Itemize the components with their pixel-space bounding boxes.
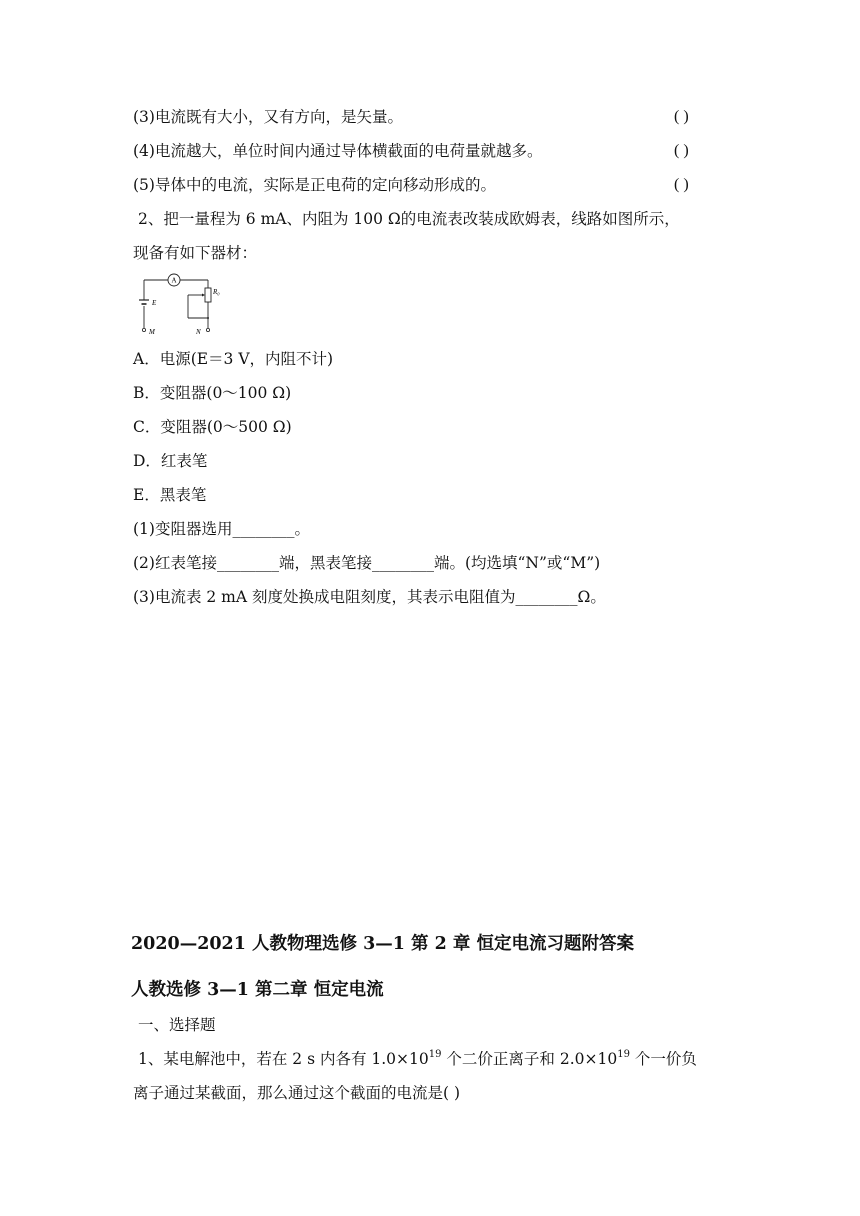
judge-item-5: (5)导体中的电流，实际是正电荷的定向移动形成的。 xyxy=(133,176,496,194)
answer-bracket: ( ) xyxy=(674,176,689,193)
option-b: B．变阻器(0～100 Ω) xyxy=(133,384,292,402)
option-a: A．电源(E＝3 V，内阻不计) xyxy=(133,350,334,368)
circuit-diagram xyxy=(132,268,222,338)
section-heading: 一、选择题 xyxy=(138,1016,216,1034)
ammeter-label: A xyxy=(171,276,177,285)
option-d: D．红表笔 xyxy=(133,452,208,470)
sub-question-2: (2)红表笔接________端，黑表笔接________端。(均选填“N”或“M”) xyxy=(133,554,601,572)
question-2-line-2: 现备有如下器材： xyxy=(133,244,258,262)
answer-bracket: ( ) xyxy=(674,142,689,159)
judge-item-4: (4)电流越大，单位时间内通过导体横截面的电荷量就越多。 xyxy=(133,142,543,160)
option-e: E．黑表笔 xyxy=(133,486,207,504)
sub-question-1: (1)变阻器选用________。 xyxy=(133,520,310,538)
sub-question-3: (3)电流表 2 mA 刻度处换成电阻刻度，其表示电阻值为________Ω。 xyxy=(133,588,606,606)
question-1-line-2: 离子通过某截面，那么通过这个截面的电流是( ) xyxy=(133,1084,461,1102)
question-2-line-1: 2、把一量程为 6 mA、内阻为 100 Ω的电流表改装成欧姆表，线路如图所示， xyxy=(138,210,680,228)
judge-item-3: (3)电流既有大小，又有方向，是矢量。 xyxy=(133,108,403,126)
resistor-label: R₀ xyxy=(213,288,220,296)
terminal-n-label: N xyxy=(196,328,201,336)
document-title: 2020—2021 人教物理选修 3—1 第 2 章 恒定电流习题附答案 xyxy=(131,934,634,954)
answer-bracket: ( ) xyxy=(674,108,689,125)
question-1-line-1: 1、某电解池中，若在 2 s 内各有 $1.0\times 10^{19}$ 个二价正离子和 $2.0\times 10^{19}$ 个一价负 xyxy=(138,1048,697,1068)
battery-label: E xyxy=(152,299,157,307)
option-c: C．变阻器(0～500 Ω) xyxy=(133,418,292,436)
chapter-subtitle: 人教选修 3—1 第二章 恒定电流 xyxy=(131,980,384,1000)
terminal-m-label: M xyxy=(149,328,155,336)
